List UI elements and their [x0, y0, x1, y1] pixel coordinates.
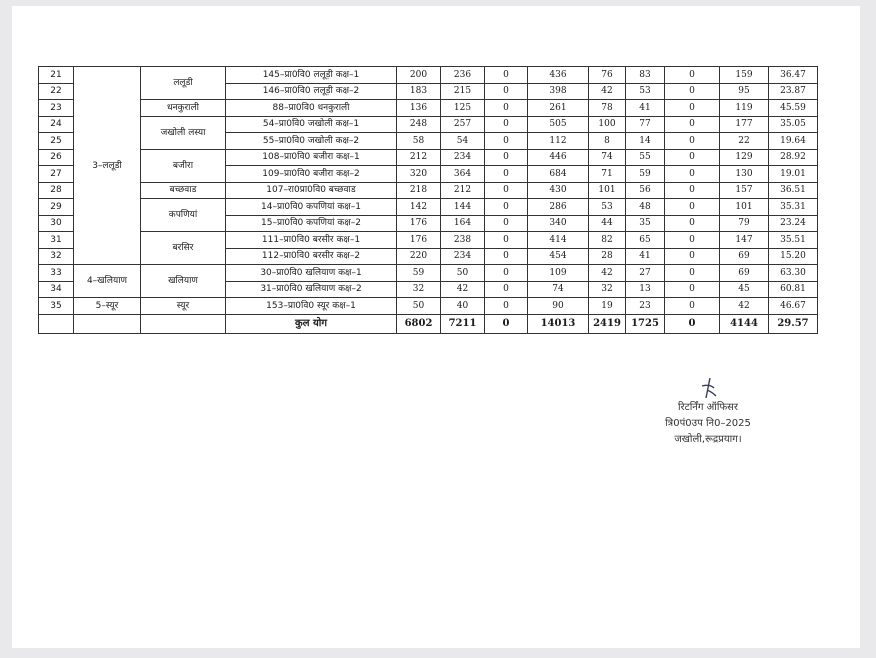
value-cell: 19.01: [769, 166, 818, 183]
station-cell: 30–प्रा0वि0 खलियाण कक्ष–1: [226, 265, 397, 282]
value-cell: 76: [589, 67, 626, 84]
value-cell: 32: [397, 281, 441, 298]
sector-cell: कपणियां: [141, 199, 226, 232]
value-cell: 0: [485, 182, 528, 199]
value-cell: 42: [441, 281, 485, 298]
station-cell: 55–प्रा0वि0 जखोली कक्ष–2: [226, 133, 397, 150]
table-row: [39, 182, 818, 199]
value-cell: 42: [720, 298, 769, 315]
value-cell: 8: [589, 133, 626, 150]
value-cell: 261: [528, 100, 589, 117]
value-cell: 36.47: [769, 67, 818, 84]
value-cell: 90: [528, 298, 589, 315]
total-label: कुल योग: [226, 314, 397, 333]
value-cell: 69: [720, 265, 769, 282]
sector-cell: स्यूर: [141, 298, 226, 315]
value-cell: 364: [441, 166, 485, 183]
value-cell: 19.64: [769, 133, 818, 150]
value-cell: 0: [665, 232, 720, 249]
station-cell: 54–प्रा0वि0 जखोली कक्ष–1: [226, 116, 397, 133]
office-location: जखोली,रूद्रप्रयाग।: [674, 434, 742, 445]
station-cell: 14–प्रा0वि0 कपणियां कक्ष–1: [226, 199, 397, 216]
value-cell: 215: [441, 83, 485, 100]
value-cell: 82: [589, 232, 626, 249]
value-cell: 257: [441, 116, 485, 133]
value-cell: 23.87: [769, 83, 818, 100]
value-cell: 130: [720, 166, 769, 183]
total-value-cell: 14013: [528, 314, 589, 333]
value-cell: 0: [665, 133, 720, 150]
total-row: [39, 314, 818, 333]
value-cell: 56: [626, 182, 665, 199]
value-cell: 234: [441, 149, 485, 166]
value-cell: 164: [441, 215, 485, 232]
value-cell: 320: [397, 166, 441, 183]
value-cell: 238: [441, 232, 485, 249]
value-cell: 119: [720, 100, 769, 117]
serial-cell: 21: [39, 67, 74, 84]
value-cell: 109: [528, 265, 589, 282]
officer-title: रिटर्निंग ऑफिसर: [677, 402, 739, 413]
value-cell: 0: [485, 116, 528, 133]
value-cell: 27: [626, 265, 665, 282]
table-row: [39, 116, 818, 133]
block-cell: 3–ललूडी: [74, 67, 141, 265]
sector-cell: ललूडी: [141, 67, 226, 100]
value-cell: 414: [528, 232, 589, 249]
value-cell: 147: [720, 232, 769, 249]
table-row: [39, 232, 818, 249]
sector-cell: खलियाण: [141, 265, 226, 298]
serial-cell: 33: [39, 265, 74, 282]
value-cell: 144: [441, 199, 485, 216]
value-cell: 60.81: [769, 281, 818, 298]
value-cell: 183: [397, 83, 441, 100]
value-cell: 69: [720, 248, 769, 265]
value-cell: 44: [589, 215, 626, 232]
total-empty-cell: [39, 314, 74, 333]
station-cell: 153–प्रा0वि0 स्यूर कक्ष–1: [226, 298, 397, 315]
serial-cell: 24: [39, 116, 74, 133]
serial-cell: 32: [39, 248, 74, 265]
total-empty-cell: [141, 314, 226, 333]
value-cell: 0: [665, 199, 720, 216]
document-page: [12, 6, 860, 648]
table-row: [39, 100, 818, 117]
value-cell: 0: [665, 67, 720, 84]
total-value-cell: 7211: [441, 314, 485, 333]
value-cell: 101: [720, 199, 769, 216]
table-row: [39, 67, 818, 84]
value-cell: 40: [441, 298, 485, 315]
value-cell: 13: [626, 281, 665, 298]
value-cell: 0: [665, 298, 720, 315]
value-cell: 0: [665, 149, 720, 166]
total-empty-cell: [74, 314, 141, 333]
value-cell: 684: [528, 166, 589, 183]
value-cell: 0: [665, 182, 720, 199]
signature-scribble: [688, 374, 728, 400]
value-cell: 0: [485, 149, 528, 166]
block-cell: 4–खलियाण: [74, 265, 141, 298]
value-cell: 53: [589, 199, 626, 216]
value-cell: 59: [397, 265, 441, 282]
serial-cell: 28: [39, 182, 74, 199]
value-cell: 0: [485, 215, 528, 232]
value-cell: 100: [589, 116, 626, 133]
value-cell: 23.24: [769, 215, 818, 232]
value-cell: 136: [397, 100, 441, 117]
value-cell: 95: [720, 83, 769, 100]
value-cell: 0: [665, 281, 720, 298]
value-cell: 0: [485, 67, 528, 84]
value-cell: 19: [589, 298, 626, 315]
value-cell: 41: [626, 100, 665, 117]
sector-cell: बरसिर: [141, 232, 226, 265]
value-cell: 398: [528, 83, 589, 100]
value-cell: 77: [626, 116, 665, 133]
serial-cell: 26: [39, 149, 74, 166]
value-cell: 212: [397, 149, 441, 166]
value-cell: 35.31: [769, 199, 818, 216]
value-cell: 505: [528, 116, 589, 133]
total-value-cell: 2419: [589, 314, 626, 333]
value-cell: 236: [441, 67, 485, 84]
value-cell: 129: [720, 149, 769, 166]
table-row: [39, 199, 818, 216]
value-cell: 234: [441, 248, 485, 265]
value-cell: 454: [528, 248, 589, 265]
value-cell: 218: [397, 182, 441, 199]
value-cell: 0: [665, 166, 720, 183]
value-cell: 50: [397, 298, 441, 315]
station-cell: 112–प्रा0वि0 बरसीर कक्ष–2: [226, 248, 397, 265]
value-cell: 83: [626, 67, 665, 84]
value-cell: 42: [589, 83, 626, 100]
value-cell: 42: [589, 265, 626, 282]
table-row: [39, 265, 818, 282]
station-cell: 111–प्रा0वि0 बरसीर कक्ष–1: [226, 232, 397, 249]
value-cell: 46.67: [769, 298, 818, 315]
station-cell: 108–प्रा0वि0 बजीरा कक्ष–1: [226, 149, 397, 166]
value-cell: 0: [485, 133, 528, 150]
serial-cell: 27: [39, 166, 74, 183]
value-cell: 22: [720, 133, 769, 150]
value-cell: 36.51: [769, 182, 818, 199]
serial-cell: 23: [39, 100, 74, 117]
table-row: [39, 298, 818, 315]
value-cell: 177: [720, 116, 769, 133]
value-cell: 248: [397, 116, 441, 133]
value-cell: 159: [720, 67, 769, 84]
sector-cell: बजीरा: [141, 149, 226, 182]
value-cell: 200: [397, 67, 441, 84]
value-cell: 0: [665, 116, 720, 133]
block-cell: 5–स्यूर: [74, 298, 141, 315]
station-cell: 31–प्रा0वि0 खलियाण कक्ष–2: [226, 281, 397, 298]
serial-cell: 31: [39, 232, 74, 249]
value-cell: 74: [528, 281, 589, 298]
station-cell: 15–प्रा0वि0 कपणियां कक्ष–2: [226, 215, 397, 232]
value-cell: 0: [665, 83, 720, 100]
serial-cell: 25: [39, 133, 74, 150]
value-cell: 35.51: [769, 232, 818, 249]
station-cell: 145–प्रा0वि0 ललूड़ी कक्ष–1: [226, 67, 397, 84]
value-cell: 15.20: [769, 248, 818, 265]
value-cell: 0: [485, 265, 528, 282]
value-cell: 53: [626, 83, 665, 100]
value-cell: 112: [528, 133, 589, 150]
value-cell: 220: [397, 248, 441, 265]
value-cell: 54: [441, 133, 485, 150]
serial-cell: 29: [39, 199, 74, 216]
value-cell: 0: [665, 100, 720, 117]
serial-cell: 34: [39, 281, 74, 298]
value-cell: 176: [397, 232, 441, 249]
value-cell: 0: [485, 83, 528, 100]
value-cell: 28: [589, 248, 626, 265]
value-cell: 55: [626, 149, 665, 166]
value-cell: 58: [397, 133, 441, 150]
value-cell: 430: [528, 182, 589, 199]
results-table: [38, 66, 818, 334]
value-cell: 59: [626, 166, 665, 183]
value-cell: 176: [397, 215, 441, 232]
signature-block: [648, 374, 768, 448]
value-cell: 45: [720, 281, 769, 298]
value-cell: 446: [528, 149, 589, 166]
total-value-cell: 29.57: [769, 314, 818, 333]
sector-cell: धनकुराली: [141, 100, 226, 117]
total-value-cell: 0: [665, 314, 720, 333]
serial-cell: 30: [39, 215, 74, 232]
serial-cell: 35: [39, 298, 74, 315]
total-value-cell: 4144: [720, 314, 769, 333]
value-cell: 74: [589, 149, 626, 166]
value-cell: 340: [528, 215, 589, 232]
value-cell: 436: [528, 67, 589, 84]
election-name: त्रि0पं0उप नि0–2025: [665, 418, 751, 429]
total-value-cell: 6802: [397, 314, 441, 333]
value-cell: 142: [397, 199, 441, 216]
value-cell: 0: [485, 199, 528, 216]
value-cell: 48: [626, 199, 665, 216]
value-cell: 23: [626, 298, 665, 315]
value-cell: 125: [441, 100, 485, 117]
sector-cell: जखोली लस्या: [141, 116, 226, 149]
value-cell: 0: [485, 281, 528, 298]
value-cell: 71: [589, 166, 626, 183]
value-cell: 32: [589, 281, 626, 298]
value-cell: 0: [485, 298, 528, 315]
value-cell: 0: [485, 100, 528, 117]
value-cell: 65: [626, 232, 665, 249]
value-cell: 212: [441, 182, 485, 199]
value-cell: 0: [485, 166, 528, 183]
value-cell: 101: [589, 182, 626, 199]
value-cell: 50: [441, 265, 485, 282]
value-cell: 286: [528, 199, 589, 216]
value-cell: 0: [665, 248, 720, 265]
value-cell: 0: [485, 232, 528, 249]
value-cell: 0: [665, 265, 720, 282]
value-cell: 28.92: [769, 149, 818, 166]
station-cell: 107–रा0प्रा0वि0 बच्छवाड: [226, 182, 397, 199]
serial-cell: 22: [39, 83, 74, 100]
value-cell: 79: [720, 215, 769, 232]
value-cell: 157: [720, 182, 769, 199]
value-cell: 45.59: [769, 100, 818, 117]
value-cell: 14: [626, 133, 665, 150]
value-cell: 35.05: [769, 116, 818, 133]
station-cell: 109–प्रा0वि0 बजीरा कक्ष–2: [226, 166, 397, 183]
value-cell: 78: [589, 100, 626, 117]
value-cell: 0: [665, 215, 720, 232]
station-cell: 88–प्रा0वि0 धनकुराली: [226, 100, 397, 117]
total-value-cell: 0: [485, 314, 528, 333]
value-cell: 35: [626, 215, 665, 232]
value-cell: 0: [485, 248, 528, 265]
sector-cell: बच्छवाड: [141, 182, 226, 199]
value-cell: 41: [626, 248, 665, 265]
station-cell: 146–प्रा0वि0 ललूड़ी कक्ष–2: [226, 83, 397, 100]
total-value-cell: 1725: [626, 314, 665, 333]
table-row: [39, 149, 818, 166]
value-cell: 63.30: [769, 265, 818, 282]
